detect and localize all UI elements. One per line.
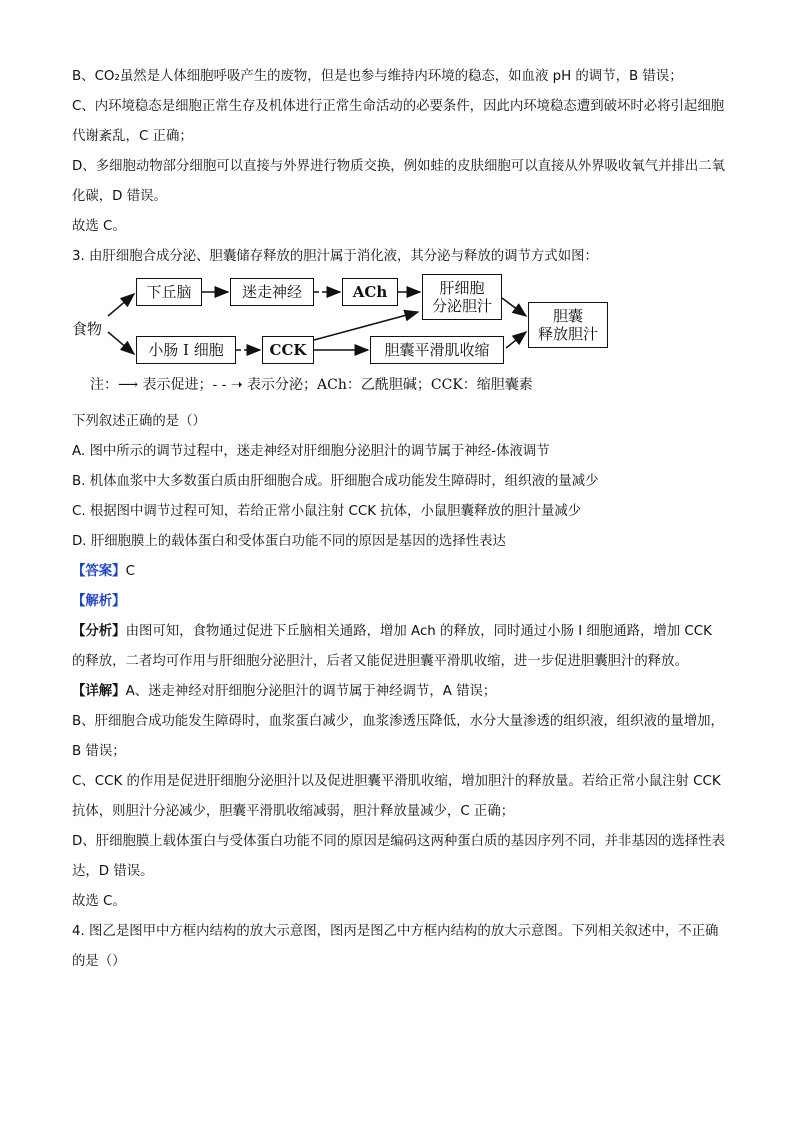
liver-label-2: 分泌胆汁 bbox=[431, 297, 492, 315]
arrow-food-hypothalamus bbox=[108, 294, 134, 316]
answer-label: 【答案】 bbox=[72, 564, 126, 579]
cck-box bbox=[262, 336, 314, 364]
question-4-stem: 4. 图乙是图甲中方框内结构的放大示意图，图丙是图乙中方框内结构的放大示意图。下列相关叙述中，不正确的是（） bbox=[72, 924, 719, 969]
diagram-note: 注：⟶ 表示促进；- - ➝ 表示分泌；ACh：乙酰胆碱；CCK：缩胆囊素 bbox=[90, 377, 533, 393]
xiangjie-b: B、肝细胞合成功能发生障碍时，血浆蛋白减少，血浆渗透压降低，水分大量渗透的组织液，组织液的量增加，B 错误； bbox=[72, 714, 724, 759]
arrow-food-intestine bbox=[108, 332, 134, 354]
ach-box bbox=[342, 278, 398, 306]
xiangjie-c: C、CCK 的作用是促进肝细胞分泌胆汁以及促进胆囊平滑肌收缩，增加胆汁的释放量。若给正常小鼠注射 CCK 抗体，则胆汁分泌减少，胆囊平滑肌收缩减弱，胆汁释放量减少，C 正确； bbox=[72, 774, 721, 819]
text-line: 故选 C。 bbox=[72, 219, 126, 234]
conclusion: 故选 C。 bbox=[72, 894, 126, 909]
text-line: C、内环境稳态是细胞正常生存及机体进行正常生命活动的必要条件，因此内环境稳态遭到破坏时必将引起细胞代谢紊乱，C 正确； bbox=[72, 99, 725, 144]
option-d: D. 肝细胞膜上的载体蛋白和受体蛋白功能不同的原因是基因的选择性表达 bbox=[72, 534, 506, 549]
answer-value: C bbox=[125, 564, 135, 579]
question-3-stem: 3. 由肝细胞合成分泌、胆囊储存释放的胆汁属于消化液，其分泌与释放的调节方式如图： bbox=[72, 249, 598, 264]
answer-line bbox=[72, 557, 728, 587]
liver-box bbox=[422, 274, 502, 320]
intestine-label: 小肠 I 细胞 bbox=[148, 341, 224, 359]
ach-label: ACh bbox=[352, 283, 388, 301]
vagus-label: 迷走神经 bbox=[241, 283, 302, 301]
gallbladder-label-2: 释放胆汁 bbox=[537, 325, 598, 343]
option-c: C. 根据图中调节过程可知，若给正常小鼠注射 CCK 抗体，小鼠胆囊释放的胆汁量减少 bbox=[72, 504, 582, 519]
liver-label-1: 肝细胞 bbox=[439, 279, 485, 297]
option-b: B. 机体血浆中大多数蛋白质由肝细胞合成。肝细胞合成功能发生障碍时，组织液的量减少 bbox=[72, 474, 599, 489]
gallbladder-label-1: 胆囊 bbox=[552, 307, 583, 325]
text-line: B、CO₂虽然是人体细胞呼吸产生的废物，但是也参与维持内环境的稳态，如血液 pH 的调节，B 错误； bbox=[72, 69, 683, 84]
muscle-box bbox=[370, 336, 504, 364]
fenxi-line bbox=[72, 617, 728, 677]
muscle-label: 胆囊平滑肌收缩 bbox=[384, 341, 490, 359]
xiangjie-label: 【详解】 bbox=[72, 684, 126, 699]
intestine-box bbox=[136, 336, 236, 364]
regulation-diagram bbox=[72, 276, 728, 401]
xiangjie-text-a: A、迷走神经对肝细胞分泌胆汁的调节属于神经调节，A 错误； bbox=[125, 684, 497, 699]
xiangjie-line bbox=[72, 677, 728, 707]
analysis-label: 【解析】 bbox=[72, 594, 126, 609]
text-line: D、多细胞动物部分细胞可以直接与外界进行物质交换，例如蛙的皮肤细胞可以直接从外界吸收氧气并排出二氧化碳，D 错误。 bbox=[72, 159, 726, 204]
fenxi-text: 由图可知，食物通过促进下丘脑相关通路，增加 Ach 的释放，同时通过小肠 I 细胞通路，增加 CCK 的释放，二者均可作用与肝细胞分泌胆汁，后者又能促进胆囊平滑肌收缩，进一步促进胆囊胆汁的释放。 bbox=[72, 624, 712, 669]
document-page bbox=[72, 62, 728, 977]
food-label: 食物 bbox=[72, 320, 103, 338]
hypothalamus-box bbox=[136, 278, 202, 306]
fenxi-label: 【分析】 bbox=[72, 624, 126, 639]
question-3-prompt: 下列叙述正确的是（） bbox=[72, 414, 206, 429]
arrow-muscle-gallbladder bbox=[506, 332, 526, 348]
hypothalamus-label: 下丘脑 bbox=[146, 283, 192, 301]
xiangjie-d: D、肝细胞膜上载体蛋白与受体蛋白功能不同的原因是编码这两种蛋白质的基因序列不同，并非基因的选择性表达，D 错误。 bbox=[72, 834, 726, 879]
option-a: A. 图中所示的调节过程中，迷走神经对肝细胞分泌胆汁的调节属于神经-体液调节 bbox=[72, 444, 550, 459]
cck-label: CCK bbox=[269, 341, 307, 359]
vagus-box bbox=[230, 278, 314, 306]
gallbladder-box bbox=[528, 302, 608, 348]
arrow-liver-gallbladder bbox=[502, 298, 526, 316]
analysis-line bbox=[72, 587, 728, 617]
